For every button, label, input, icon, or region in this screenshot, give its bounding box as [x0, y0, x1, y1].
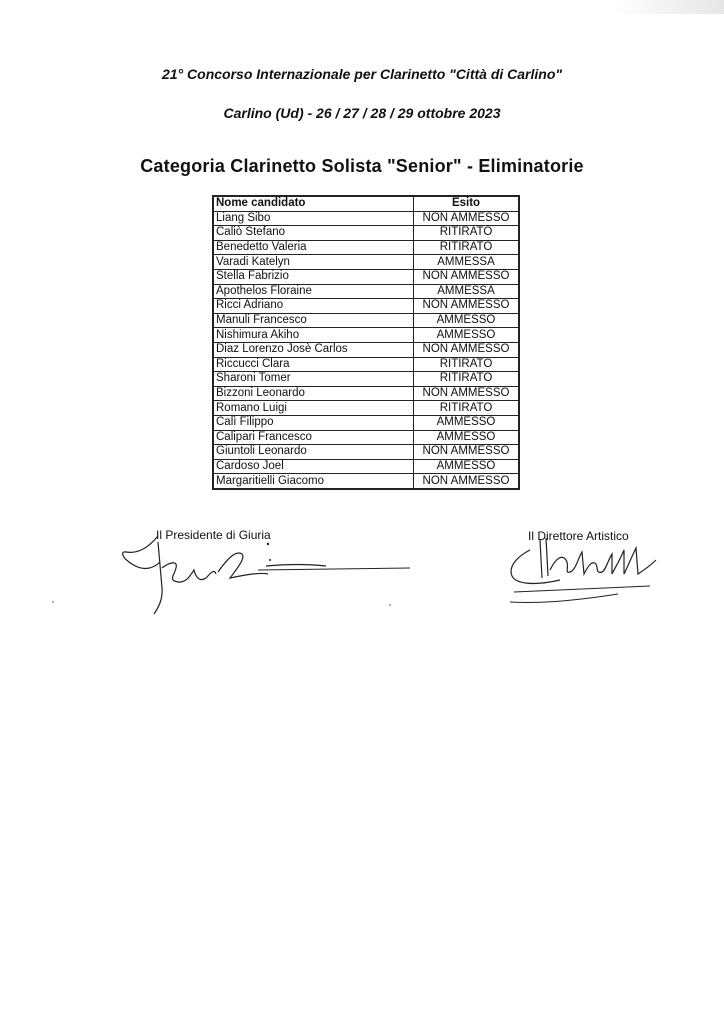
candidate-name: Calipari Francesco	[213, 430, 414, 445]
candidate-result: NON AMMESSO	[414, 299, 520, 314]
scan-speck	[52, 601, 54, 603]
candidate-result: RITIRATO	[414, 240, 520, 255]
candidate-name: Giuntoli Leonardo	[213, 445, 414, 460]
candidate-result: RITIRATO	[414, 357, 520, 372]
table-row	[213, 430, 519, 445]
candidate-result: AMMESSA	[414, 255, 520, 270]
candidate-name: Calì Filippo	[213, 415, 414, 430]
column-header-name: Nome candidato	[213, 196, 414, 211]
candidate-result: NON AMMESSO	[414, 474, 520, 489]
candidate-result: RITIRATO	[414, 372, 520, 387]
candidate-result: AMMESSO	[414, 328, 520, 343]
candidate-result: AMMESSA	[414, 284, 520, 299]
table-row	[213, 474, 519, 489]
candidate-result: NON AMMESSO	[414, 269, 520, 284]
results-body	[213, 211, 519, 489]
president-signature	[118, 528, 418, 618]
candidate-result: AMMESSO	[414, 459, 520, 474]
table-row	[213, 313, 519, 328]
candidate-name: Benedetto Valeria	[213, 240, 414, 255]
president-label: Il Presidente di Giuria	[156, 528, 271, 542]
candidate-result: NON AMMESSO	[414, 342, 520, 357]
candidate-name: Apothelos Floraine	[213, 284, 414, 299]
table-row	[213, 211, 519, 226]
scan-speck	[389, 604, 391, 606]
table-row	[213, 386, 519, 401]
candidate-name: Bizzoni Leonardo	[213, 386, 414, 401]
candidate-name: Diaz Lorenzo Josè Carlos	[213, 342, 414, 357]
table-row	[213, 415, 519, 430]
candidate-result: AMMESSO	[414, 313, 520, 328]
candidate-name: Riccucci Clara	[213, 357, 414, 372]
table-row	[213, 357, 519, 372]
table-row	[213, 226, 519, 241]
document-title: 21° Concorso Internazionale per Clarinetto "Città di Carlino"	[161, 66, 563, 82]
candidate-result: AMMESSO	[414, 415, 520, 430]
candidate-result: AMMESSO	[414, 430, 520, 445]
results-table	[212, 195, 520, 490]
candidate-name: Varadi Katelyn	[213, 255, 414, 270]
table-header-row	[213, 196, 519, 211]
table-row	[213, 401, 519, 416]
candidate-name: Liang Sibo	[213, 211, 414, 226]
table-row	[213, 269, 519, 284]
candidate-name: Nishimura Akiho	[213, 328, 414, 343]
candidate-name: Caliò Stefano	[213, 226, 414, 241]
candidate-name: Cardoso Joel	[213, 459, 414, 474]
table-row	[213, 328, 519, 343]
artistic-director-label: Il Direttore Artistico	[528, 529, 629, 543]
candidate-name: Manuli Francesco	[213, 313, 414, 328]
artistic-director-signature	[500, 530, 670, 610]
table-row	[213, 459, 519, 474]
column-header-esito: Esito	[414, 196, 520, 211]
candidate-result: RITIRATO	[414, 401, 520, 416]
table-row	[213, 372, 519, 387]
table-row	[213, 284, 519, 299]
table-row	[213, 299, 519, 314]
candidate-name: Romano Luigi	[213, 401, 414, 416]
candidate-name: Ricci Adriano	[213, 299, 414, 314]
table-row	[213, 445, 519, 460]
table-row	[213, 240, 519, 255]
scan-edge-shadow	[614, 0, 724, 14]
candidate-result: RITIRATO	[414, 226, 520, 241]
table-row	[213, 342, 519, 357]
table-row	[213, 255, 519, 270]
candidate-name: Sharoni Tomer	[213, 372, 414, 387]
candidate-name: Stella Fabrizio	[213, 269, 414, 284]
document-subtitle: Carlino (Ud) - 26 / 27 / 28 / 29 ottobre 2023	[223, 105, 501, 121]
candidate-result: NON AMMESSO	[414, 211, 520, 226]
candidate-name: Margaritielli Giacomo	[213, 474, 414, 489]
candidate-result: NON AMMESSO	[414, 445, 520, 460]
category-heading: Categoria Clarinetto Solista "Senior" - Eliminatorie	[140, 156, 584, 176]
candidate-result: NON AMMESSO	[414, 386, 520, 401]
